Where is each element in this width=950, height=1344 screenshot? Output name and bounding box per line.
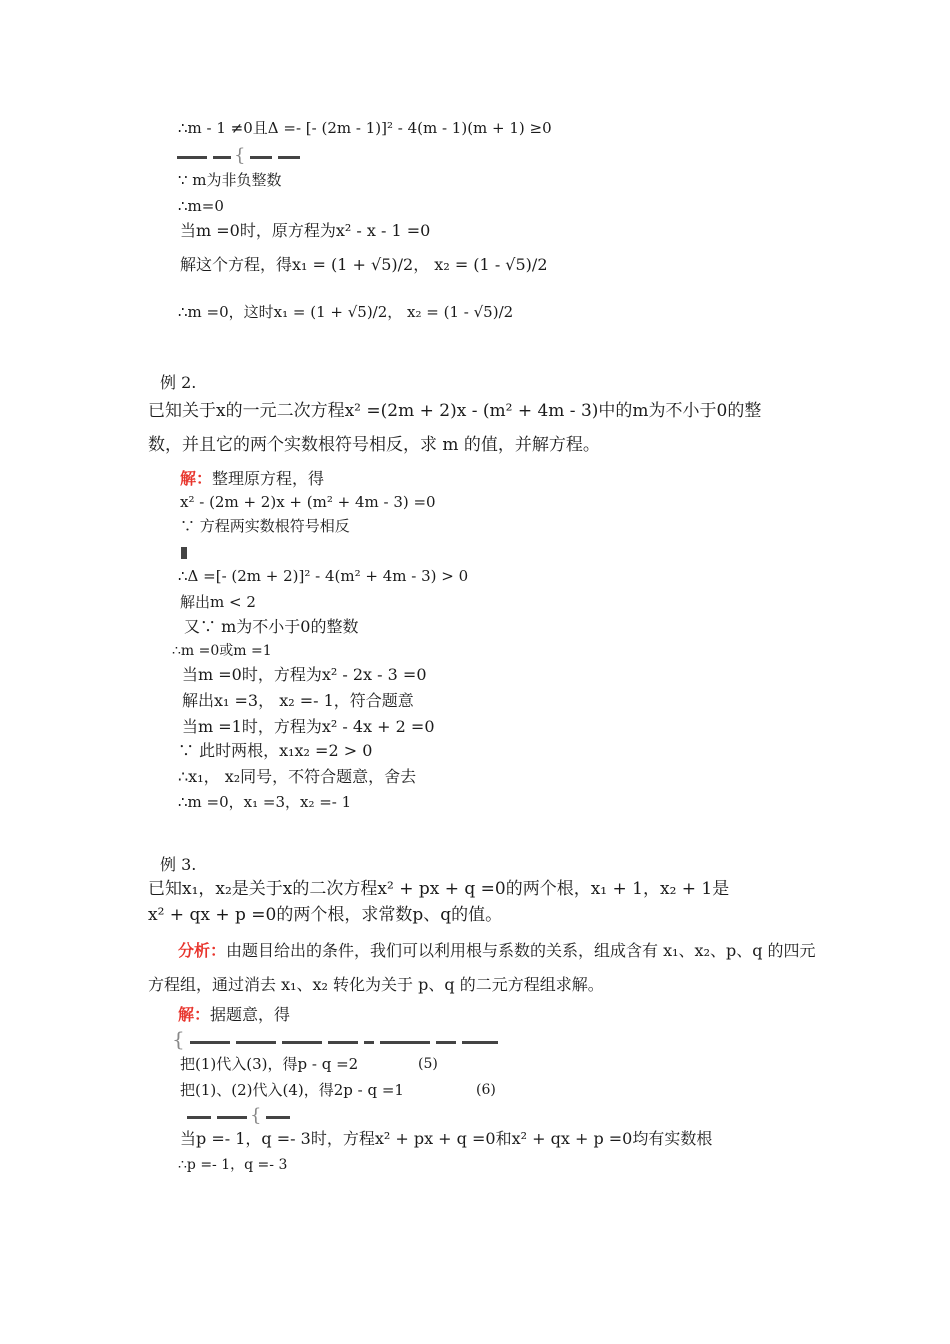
example3-garbled-system: { xyxy=(172,1028,501,1050)
example3-substitute-1-into-3: 把(1)代入(3)，得p - q =2 xyxy=(180,1055,359,1073)
example3-solution-intro: 据题意，得 xyxy=(210,1005,291,1024)
example2-product-roots: ∵ 此时两根，x₁x₂ =2 > 0 xyxy=(178,741,373,760)
example2-case-m0: 当m =0时，方程为x² - 2x - 3 =0 xyxy=(182,665,427,684)
example2-m-values: ∴m =0或m =1 xyxy=(172,643,272,659)
ex1-condition-line: ∴m - 1 ≠0且Δ =- [- (2m - 1)]² - 4(m - 1)(m + 1) ≥0 xyxy=(178,119,552,137)
ex1-garbled-line: { xyxy=(174,146,303,166)
example3-conclusion: ∴p =- 1，q =- 3 xyxy=(178,1157,288,1173)
example3-question-line2: x² + qx + p =0的两个根，求常数p、q的值。 xyxy=(148,905,503,925)
example2-discriminant: ∴Δ =[- (2m + 2)]² - 4(m² + 4m - 3) > 0 xyxy=(178,567,469,585)
ex1-solve-equation: 解这个方程，得x₁ = (1 + √5)/2， x₂ = (1 - √5)/2 xyxy=(180,255,548,274)
example2-question-line1: 已知关于x的一元二次方程x² =(2m + 2)x - (m² + 4m - 3)中的m为不小于0的整 xyxy=(148,401,762,421)
ex1-conclusion: ∴m =0，这时x₁ = (1 + √5)/2， x₂ = (1 - √5)/2 xyxy=(178,303,514,321)
example2-opposite-signs: ∵ 方程两实数根符号相反 xyxy=(180,517,350,535)
example3-garbled-result: { xyxy=(184,1106,293,1126)
example3-solution-label: 解： xyxy=(178,1005,211,1024)
example3-analysis-line1 xyxy=(178,942,816,960)
example3-solution-start xyxy=(178,1006,290,1024)
example2-heading: 例 2. xyxy=(160,373,197,392)
example3-substitute-1-2-into-4: 把(1)、(2)代入(4)，得2p - q =1 xyxy=(180,1081,404,1099)
example3-analysis-label: 分析： xyxy=(178,941,227,960)
ex1-nonneg-integer-line: ∵ m为非负整数 xyxy=(178,171,282,189)
example3-eq5-label: (5) xyxy=(418,1056,438,1072)
example2-roots-m0: 解出x₁ =3， x₂ =- 1，符合题意 xyxy=(182,691,414,710)
example2-m-less-than-2: 解出m < 2 xyxy=(180,593,256,611)
example2-solution-label: 解： xyxy=(180,469,213,488)
example2-solution-start xyxy=(180,470,324,488)
example2-case-m1: 当m =1时，方程为x² - 4x + 2 =0 xyxy=(182,717,435,736)
example3-heading: 例 3. xyxy=(160,855,197,874)
ex1-original-equation: 当m =0时，原方程为x² - x - 1 =0 xyxy=(180,221,431,240)
example2-solution-intro: 整理原方程，得 xyxy=(212,469,325,488)
example2-garbled-line xyxy=(178,546,190,561)
example2-standard-form: x² - (2m + 2)x + (m² + 4m - 3) =0 xyxy=(180,493,436,511)
example2-question-line2: 数，并且它的两个实数根符号相反，求 m 的值，并解方程。 xyxy=(148,435,600,455)
example2-m-not-less-than-0: 又∵ m为不小于0的整数 xyxy=(184,617,359,636)
example3-verification: 当p =- 1，q =- 3时，方程x² + px + q =0和x² + qx + p =0均有实数根 xyxy=(180,1129,713,1148)
ex1-m-equals-zero: ∴m=0 xyxy=(178,197,224,215)
example3-eq6-label: (6) xyxy=(476,1082,496,1098)
example3-analysis-line2: 方程组，通过消去 x₁、x₂ 转化为关于 p、q 的二元方程组求解。 xyxy=(148,975,604,994)
example3-question-line1: 已知x₁，x₂是关于x的二次方程x² + px + q =0的两个根，x₁ + 1，x₂ + 1是 xyxy=(148,879,730,899)
example3-analysis-text1: 由题目给出的条件，我们可以利用根与系数的关系，组成含有 x₁、x₂、p、q 的四元 xyxy=(226,941,816,960)
example2-conclusion: ∴m =0，x₁ =3，x₂ =- 1 xyxy=(178,793,352,811)
example2-same-sign: ∴x₁， x₂同号，不符合题意，舍去 xyxy=(178,767,417,786)
